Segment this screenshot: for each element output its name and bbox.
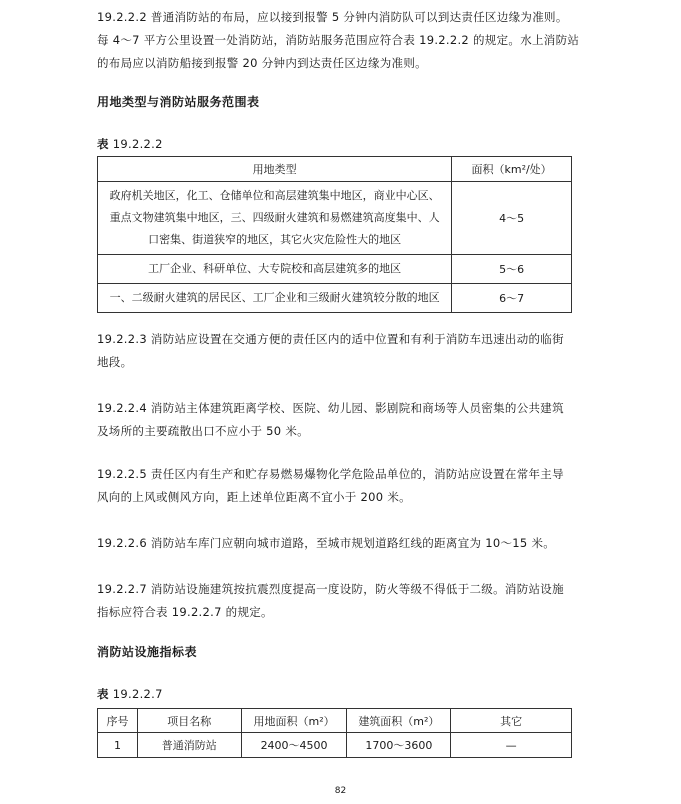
paragraph-19-2-2-4 (97, 397, 577, 443)
text-line: 19.2.2.2 普通消防站的布局，应以接到报警 5 分钟内消防队可以到达责任区边缘为准则。 (97, 10, 568, 24)
section-heading-service-area: 用地类型与消防站服务范围表 (97, 95, 260, 109)
building-area-cell: 1700～3600 (347, 733, 451, 758)
header-land-area: 用地面积（m²） (241, 709, 347, 733)
table-caption-19-2-2-7 (97, 686, 163, 702)
header-serial: 序号 (98, 709, 138, 733)
caption-prefix: 表 (97, 137, 109, 151)
project-name-cell: 普通消防站 (137, 733, 241, 758)
text-line: 每 4～7 平方公里设置一处消防站，消防站服务范围应符合表 19.2.2.2 的规定。水上消防站 (97, 33, 580, 47)
paragraph-19-2-2-5 (97, 463, 577, 509)
text-line: 19.2.2.5 责任区内有生产和贮存易燃易爆物化学危险品单位的，消防站应设置在常年主导 (97, 467, 564, 481)
text-line: 指标应符合表 19.2.2.7 的规定。 (97, 605, 273, 619)
table-row (98, 733, 572, 758)
other-cell: — (451, 733, 572, 758)
cell-line: 一、二级耐火建筑的居民区、工厂企业和三级耐火建筑较分散的地区 (109, 291, 440, 304)
text-line: 19.2.2.4 消防站主体建筑距离学校、医院、幼儿园、影剧院和商场等人员密集的公共建筑 (97, 401, 564, 415)
paragraph-19-2-2-7 (97, 578, 577, 624)
paragraph-19-2-2-2 (97, 6, 580, 75)
cell-line: 口密集、街道狭窄的地区，其它火灾危险性大的地区 (148, 233, 402, 246)
page-number: 82 (334, 786, 347, 796)
land-type-cell (98, 182, 452, 255)
section-heading-facility-index: 消防站设施指标表 (97, 645, 198, 659)
header-other: 其它 (451, 709, 572, 733)
land-area-cell: 2400～4500 (241, 733, 347, 758)
table-row (98, 255, 572, 284)
text-line: 地段。 (97, 355, 133, 369)
paragraph-19-2-2-6 (97, 532, 577, 555)
table-caption-19-2-2-2 (97, 136, 163, 152)
text-line: 19.2.2.6 消防站车库门应朝向城市道路，至城市规划道路红线的距离宜为 10～15 米。 (97, 536, 556, 550)
table-header-row (98, 157, 572, 182)
table-row (98, 284, 572, 313)
area-cell: 5～6 (452, 255, 572, 284)
header-building-area: 建筑面积（m²） (347, 709, 451, 733)
text-line: 风向的上风或侧风方向，距上述单位距离不宜小于 200 米。 (97, 490, 411, 504)
cell-line: 重点文物建筑集中地区，三、四级耐火建筑和易燃建筑高度集中、人 (109, 211, 440, 224)
caption-prefix: 表 (97, 687, 109, 701)
caption-number: 19.2.2.2 (112, 137, 163, 151)
cell-line: 政府机关地区，化工、仓储单位和高层建筑集中地区，商业中心区、 (109, 189, 440, 202)
text-line: 19.2.2.3 消防站应设置在交通方便的责任区内的适中位置和有利于消防车迅速出动的临街 (97, 332, 564, 346)
text-line: 的布局应以消防船接到报警 20 分钟内到达责任区边缘为准则。 (97, 56, 427, 70)
serial-cell: 1 (98, 733, 138, 758)
text-line: 及场所的主要疏散出口不应小于 50 米。 (97, 424, 309, 438)
service-area-table (97, 156, 572, 313)
area-cell: 6～7 (452, 284, 572, 313)
land-type-cell (98, 284, 452, 313)
table-row (98, 182, 572, 255)
header-area: 面积（km²/处） (452, 157, 572, 182)
paragraph-19-2-2-3 (97, 328, 577, 374)
facility-index-table (97, 708, 572, 758)
header-project-name: 项目名称 (137, 709, 241, 733)
land-type-cell (98, 255, 452, 284)
area-cell: 4～5 (452, 182, 572, 255)
caption-number: 19.2.2.7 (112, 687, 163, 701)
text-line: 19.2.2.7 消防站设施建筑按抗震烈度提高一度设防，防火等级不得低于二级。消防站设施 (97, 582, 564, 596)
table-header-row (98, 709, 572, 733)
cell-line: 工厂企业、科研单位、大专院校和高层建筑多的地区 (148, 262, 402, 275)
header-land-type: 用地类型 (98, 157, 452, 182)
